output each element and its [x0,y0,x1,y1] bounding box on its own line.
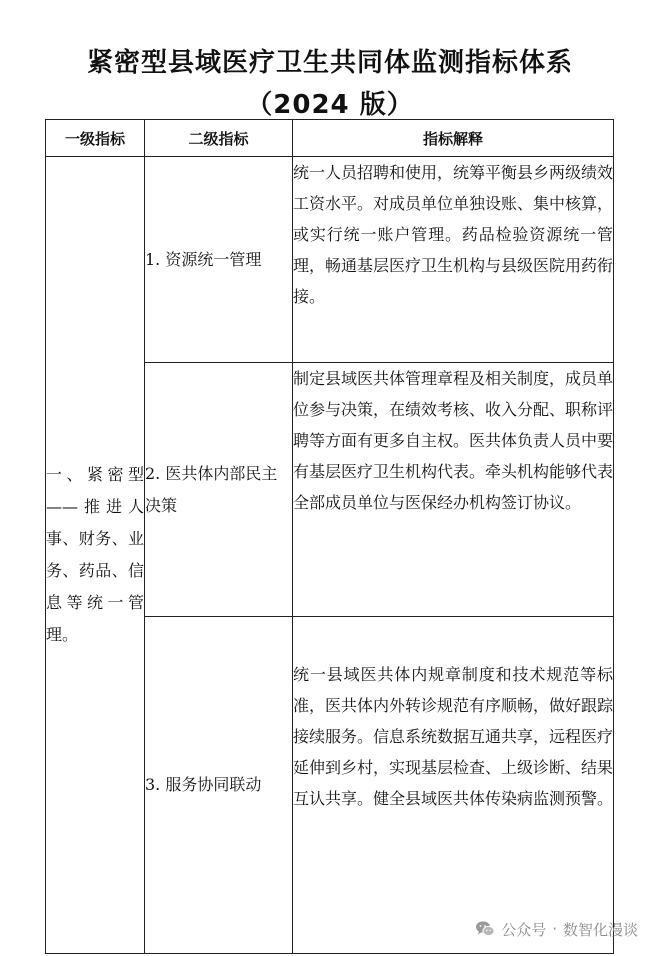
header-level2: 二级指标 [145,120,293,157]
watermark-separator: · [552,920,557,938]
document-edition: （2024 版） [246,90,414,120]
indicator-explanation: 制定县域医共体管理章程及相关制度，成员单位参与决策，在绩效考核、收入分配、职称评聘等方面有更多自主权。医共体负责人员中要有基层医疗卫生机构代表。牵头机构能够代表全部成员单位与医保经办机构签订协议。 [293,363,614,617]
wechat-icon [475,920,495,938]
header-level1: 一级指标 [46,120,145,157]
level2-indicator: 3. 服务协同联动 [145,617,293,954]
watermark-label: 公众号 [501,920,547,939]
source-watermark [475,918,638,940]
level2-indicator: 1. 资源统一管理 [145,157,293,363]
document-title: 紧密型县域医疗卫生共同体监测指标体系 [86,48,573,78]
indicator-explanation: 统一县域医共体内规章制度和技术规范等标准，医共体内外转诊规范有序顺畅，做好跟踪接续服务。信息系统数据互通共享，远程医疗延伸到乡村，实现基层检查、上级诊断、结果互认共享。健全县域医共体传染病监测预警。 [293,617,614,954]
level1-indicator: 一、紧密型——推进人事、财务、业务、药品、信息等统一管理。 [46,157,145,954]
level2-indicator: 2. 医共体内部民主决策 [145,363,293,617]
header-explanation: 指标解释 [293,120,614,157]
indicator-explanation: 统一人员招聘和使用，统筹平衡县乡两级绩效工资水平。对成员单位单独设账、集中核算，或实行统一账户管理。药品检验资源统一管理，畅通基层医疗卫生机构与县级医院用药衔接。 [293,157,614,363]
table-header-row [46,120,614,157]
watermark-account: 数智化漫谈 [562,920,638,939]
table-row [46,157,614,363]
indicator-table [45,119,614,954]
